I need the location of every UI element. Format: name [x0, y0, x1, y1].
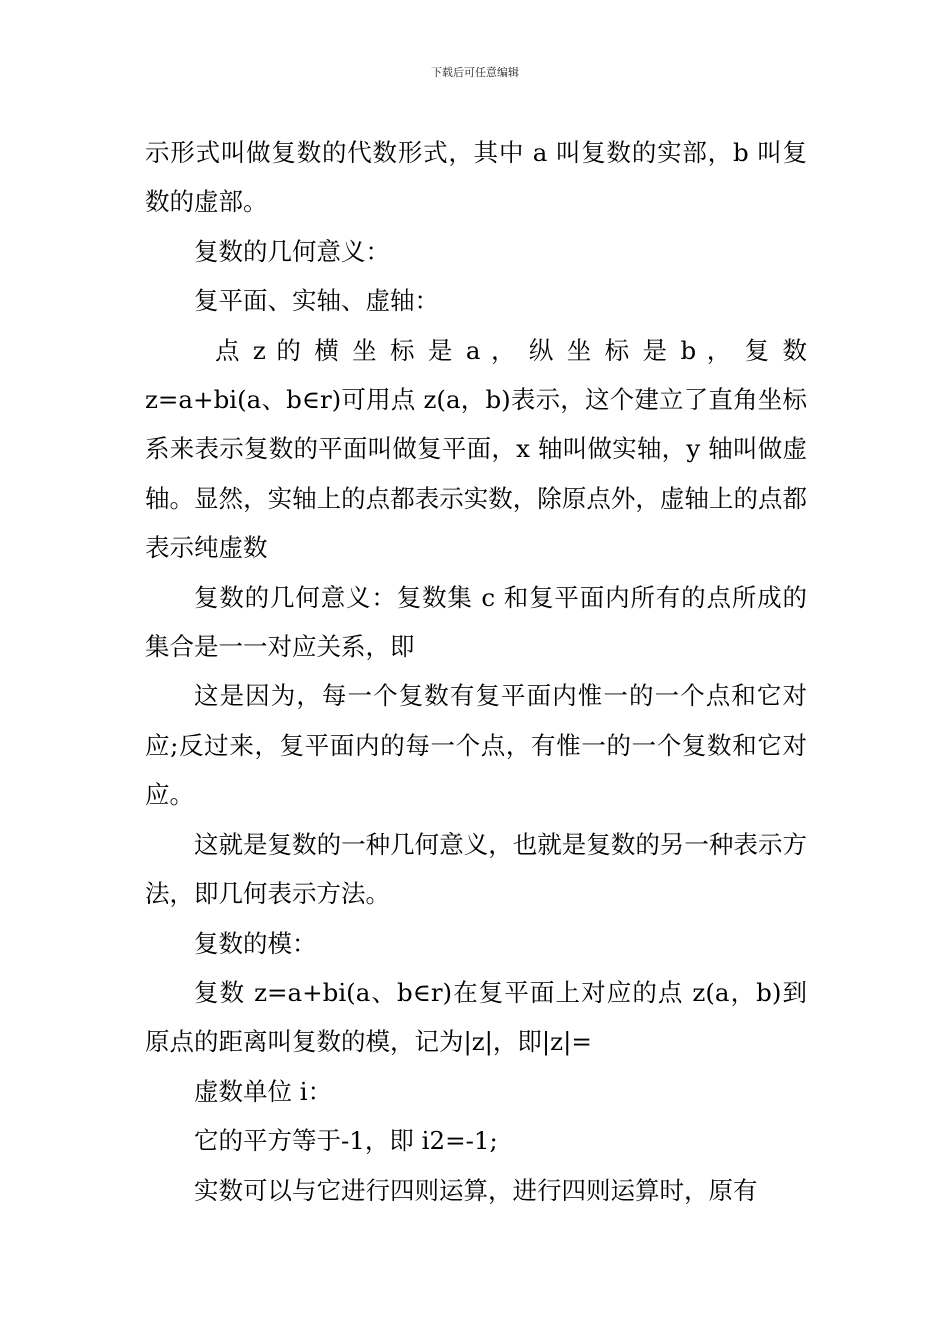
paragraph-one-to-one: 复数的几何意义：复数集 c 和复平面内所有的点所成的集合是一一对应关系，即	[145, 582, 807, 662]
paragraph-modulus-definition: 复数 z=a+bi(a、b∈r)在复平面上对应的点 z(a，b)到原点的距离叫复数的模，记为|z|，即|z|=	[145, 977, 807, 1057]
heading-modulus: 复数的模：	[194, 928, 317, 958]
paragraph-complex-plane-definition: z=a+bi(a、b∈r)可用点 z(a，b)表示，这个建立了直角坐标系来表示复数的平面叫做复平面，x 轴叫做实轴，y 轴叫做虚轴。显然，实轴上的点都表示实数，除原点外，虚轴上的点都表示纯虚数	[145, 385, 807, 563]
heading-complex-plane: 复平面、实轴、虚轴：	[194, 286, 439, 316]
document-body	[145, 128, 807, 1215]
paragraph-reason: 这是因为，每一个复数有复平面内惟一的一个点和它对应;反过来，复平面内的每一个点，有惟一的一个复数和它对应。	[145, 681, 807, 810]
paragraph-arithmetic: 实数可以与它进行四则运算，进行四则运算时，原有	[194, 1175, 758, 1205]
heading-imaginary-unit: 虚数单位 i：	[194, 1076, 333, 1106]
paragraph-geometric-representation: 这就是复数的一种几何意义，也就是复数的另一种表示方法，即几何表示方法。	[145, 829, 807, 909]
page-header: 下载后可任意编辑	[431, 66, 519, 79]
paragraph-coordinates-spread: 点 z 的 横 坐 标 是 a ， 纵 坐 标 是 b ， 复 数	[215, 335, 807, 365]
paragraph-algebraic-form: 示形式叫做复数的代数形式，其中 a 叫复数的实部，b 叫复数的虚部。	[145, 138, 807, 217]
paragraph-i-squared: 它的平方等于-1，即 i2=-1;	[194, 1126, 498, 1156]
heading-geometric-meaning: 复数的几何意义：	[194, 236, 390, 266]
